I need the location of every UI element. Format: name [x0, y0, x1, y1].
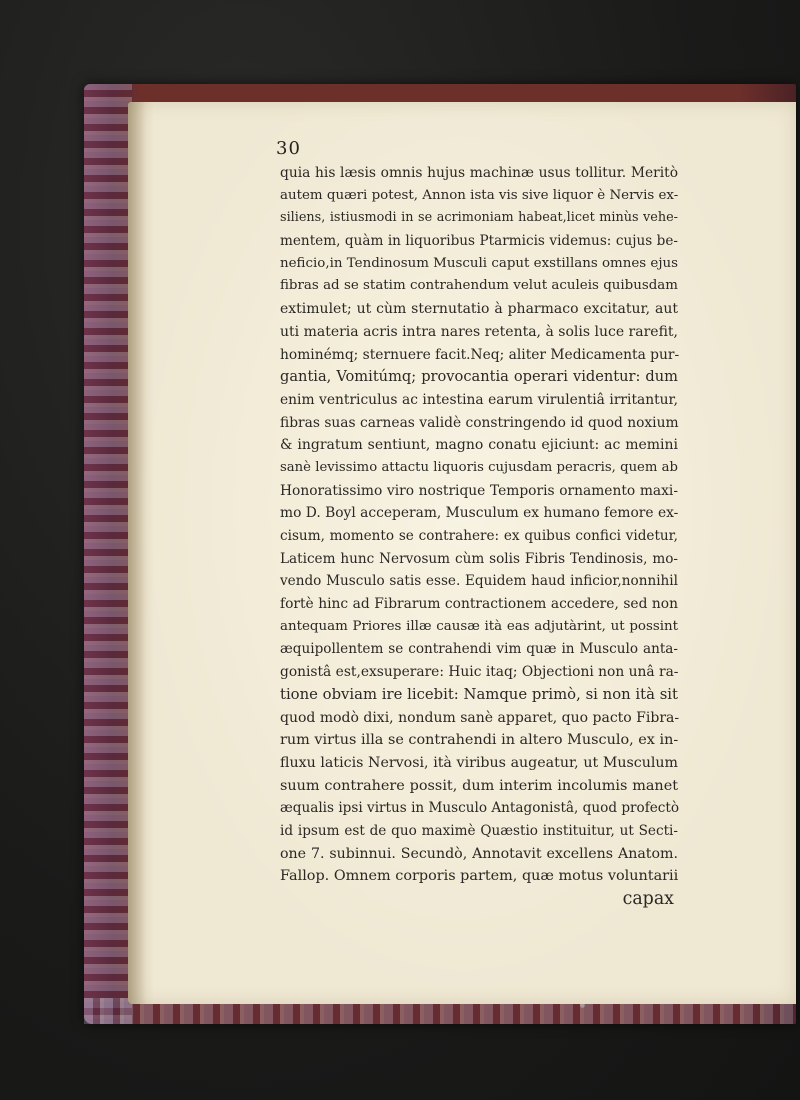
text-line: one 7. subinnui. Secundò, Annotavit excellens Anatom. [280, 845, 678, 862]
text-line: fibras ad se statim contrahendum velut aculeis quibusdam [280, 278, 678, 294]
text-line: æquipollentem se contrahendi vim quæ in Musculo anta- [280, 641, 678, 658]
text-line: mo D. Boyl acceperam, Musculum ex humano femore ex- [280, 505, 679, 522]
text-line: gantia, Vomitúmq; provocantia operari videntur: dum [280, 368, 678, 386]
text-line: rum virtus illa se contrahendi in altero Musculo, ex in- [280, 732, 679, 749]
text-line: neficio,in Tendinosum Musculi caput exstillans omnes ejus [280, 255, 678, 271]
text-line: vendo Musculo satis esse. Equidem haud inficior,nonnihil [280, 573, 678, 590]
text-line: cisum, momento se contrahere: ex quibus confici videtur, [280, 528, 678, 544]
page-number: 30 [276, 138, 301, 159]
text-line: quia his læsis omnis hujus machinæ usus tollitur. Meritò [280, 165, 678, 181]
text-line: & ingratum sentiunt, magno conatu ejiciunt: ac memini [280, 437, 678, 454]
text-line: id ipsum est de quo maximè Quæstio instituitur, ut Secti- [280, 822, 678, 839]
text-line: æqualis ipsi virtus in Musculo Antagonistâ, quod profectò [280, 800, 680, 817]
book-page [128, 102, 796, 1004]
text-line: enim ventriculus ac intestina earum virulentiâ irritantur, [280, 391, 678, 408]
text-line: quod modò dixi, nondum sanè apparet, quo pacto Fibra- [280, 709, 680, 726]
text-line: suum contrahere possit, dum interim incolumis manet [280, 777, 678, 794]
text-line: hominémq; sternuere facit.Neq; aliter Medicamenta pur- [280, 346, 680, 363]
text-line: mentem, quàm in liquoribus Ptarmicis videmus: cujus be- [280, 233, 678, 250]
text-line: extimulet; ut cùm sternutatio à pharmaco excitatur, aut [280, 301, 678, 318]
text-line: fluxu laticis Nervosi, ità viribus augeatur, ut Musculum [280, 754, 678, 771]
catchword: capax [622, 889, 674, 909]
text-line: autem quæri potest, Annon ista vis sive liquor è Nervis ex- [280, 187, 679, 203]
text-line: sanè levissimo attactu liquoris cujusdam peracris, quem ab [280, 459, 678, 475]
text-line: Laticem hunc Nervosum cùm solis Fibris Tendinosis, mo- [280, 550, 678, 567]
text-line: antequam Priores illæ causæ ità eas adjutàrint, ut possint [280, 618, 678, 634]
text-line: fortè hinc ad Fibrarum contractionem accedere, sed non [280, 596, 678, 613]
text-line: gonistâ est,exsuperare: Huic itaq; Objectioni non unâ ra- [280, 664, 679, 681]
body-text [280, 162, 678, 911]
text-line: Honoratissimo viro nostrique Temporis ornamento maxi- [280, 482, 678, 499]
text-line: Fallop. Omnem corporis partem, quæ motus voluntarii [280, 868, 679, 885]
text-line: siliens, istiusmodi in se acrimoniam habeat,licet minùs vehe- [280, 210, 678, 226]
text-line: fibras suas carneas validè constringendo id quod noxium [280, 414, 679, 431]
text-line: uti materia acris intra nares retenta, à solis luce rarefit, [280, 323, 678, 340]
gutter-shadow [128, 102, 146, 1004]
text-line: tione obviam ire licebit: Namque primò, si non ità sit [280, 685, 678, 703]
